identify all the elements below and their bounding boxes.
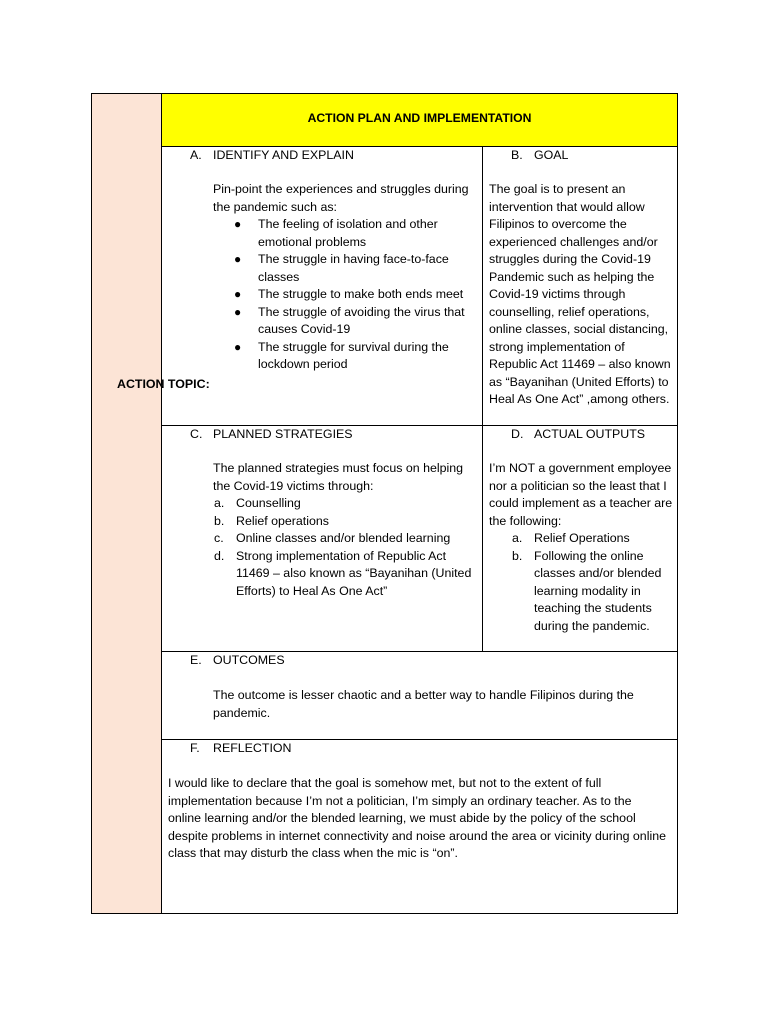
section-d-list [512, 530, 674, 635]
list-item: a. Relief Operations [512, 531, 630, 545]
section-b-body: The goal is to present an intervention that would allow Filipinos to overcome the experienced challenges and/or struggles during the Covid-19 Pandemic such as helping the Covid-19 victims through counselling, relief operations, online classes, social distancing, strong implementation of Republic Act 11469 – also known as “Bayanihan (United Efforts) to Heal As One Act” ,among others. [489, 182, 671, 406]
section-f-marker: F. [190, 741, 200, 755]
section-e-body: The outcome is lesser chaotic and a better way to handle Filipinos during the pandemic. [213, 688, 634, 720]
list-item: ● The feeling of isolation and other emotional problems [234, 217, 438, 249]
list-item: d. Strong implementation of Republic Act 11469 – also known as “Bayanihan (United Efforts) to Heal As One Act” [214, 548, 472, 598]
list-item: c. Online classes and/or blended learning [214, 531, 451, 545]
page-title: ACTION PLAN AND IMPLEMENTATION [307, 111, 532, 125]
bullet-icon: ● [234, 287, 242, 301]
section-c-heading: PLANNED STRATEGIES [213, 427, 353, 441]
list-item: ● The struggle to make both ends meet [258, 286, 480, 304]
section-c-marker: C. [190, 427, 203, 441]
list-item: ● The struggle of avoiding the virus that causes Covid-19 [234, 304, 465, 336]
list-item: ● The struggle in having face-to-face classes [234, 252, 449, 284]
bullet-icon: ● [234, 339, 242, 354]
section-a-marker: A. [190, 148, 202, 162]
section-b-heading: GOAL [534, 148, 569, 162]
list-item: b. Relief operations [214, 513, 329, 528]
list-item: ● The struggle for survival during the lockdown period [234, 339, 449, 371]
section-d-intro: I’m NOT a government employee nor a politician so the least that I could implement as a teacher are the following: [489, 461, 673, 528]
list-item: a. Counselling [214, 496, 301, 510]
bullet-icon: ● [234, 252, 242, 266]
table-border-right [677, 93, 678, 914]
action-topic-label: ACTION TOPIC: [117, 377, 210, 391]
section-e-marker: E. [190, 653, 202, 667]
section-c-list [214, 495, 480, 600]
section-d-heading: ACTUAL OUTPUTS [534, 427, 646, 441]
left-column-divider [161, 93, 162, 914]
section-c-intro: The planned strategies must focus on helping the Covid-19 victims through: [213, 461, 464, 493]
section-f-heading: REFLECTION [213, 741, 292, 755]
column-divider-ab-cd [482, 146, 483, 652]
section-a-heading: IDENTIFY AND EXPLAIN [213, 148, 354, 162]
bullet-icon: ● [234, 304, 242, 319]
section-d-marker: D. [511, 427, 524, 441]
bullet-icon: ● [234, 217, 242, 231]
section-a-intro: Pin-point the experiences and struggles during the pandemic such as: [213, 182, 469, 214]
section-a-list [234, 216, 480, 374]
section-e-heading: OUTCOMES [213, 653, 285, 667]
section-b-marker: B. [511, 148, 523, 162]
table-border-top [91, 93, 678, 94]
table-border-left [91, 93, 92, 914]
table-border-bottom [91, 913, 678, 914]
section-f-body: I would like to declare that the goal is somehow met, but not to the extent of full implementation because I’m not a politician, I’m simply an ordinary teacher. As to the online learning and/or the blended learning, we must abide by the policy of the school despite problems in internet connectivity and noise around the area or vicinity during online class that may disturb the class when the mic is “on”. [168, 776, 666, 860]
left-column [91, 94, 162, 914]
list-item: b. Following the online classes and/or blended learning modality in teaching the students during the pandemic. [512, 548, 662, 633]
